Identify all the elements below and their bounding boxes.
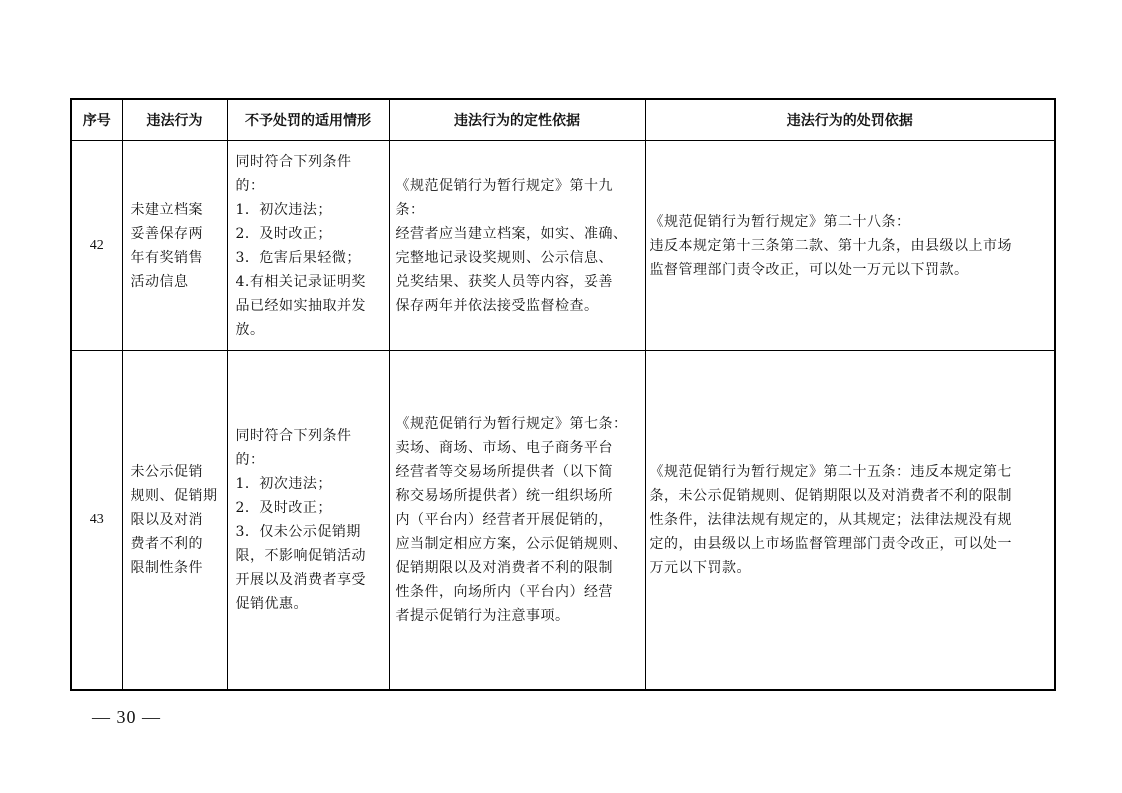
condition-line: 同时符合下列条件 [235,153,352,170]
regulation-table [70,98,1056,691]
condition-line: 促销优惠。 [235,596,308,612]
page-number: — 30 — [92,707,161,727]
penalty-line: 《规范促销行为暂行规定》第二十五条：违反本规定第七 [649,464,1012,480]
condition-line: 3．仅未公示促销期 [235,524,361,540]
condition-line: 的： [235,177,265,194]
violation-line: 费者不利的 [130,536,203,552]
condition-line: 4.有相关记录证明奖 [235,273,366,290]
penalty-basis-cell [645,141,1055,351]
penalty-line: 条，未公示促销规则、促销期限以及对消费者不利的限制 [649,488,1012,504]
violation-line: 年有奖销售 [130,249,203,266]
qualification-basis-cell [389,351,645,691]
header-exemption-conditions: 不予处罚的适用情形 [227,99,389,141]
penalty-line: 违反本规定第十三条第二款、第十九条，由县级以上市场 [649,237,1012,254]
header-violation: 违法行为 [122,99,227,141]
basis-line: 经营者应当建立档案，如实、准确、 [395,225,628,242]
penalty-line: 性条件，法律法规有规定的，从其规定；法律法规没有规 [649,512,1012,528]
condition-line: 同时符合下列条件 [235,428,352,444]
qualification-basis-cell [389,141,645,351]
exemption-conditions-cell [227,351,389,691]
basis-line: 卖场、商场、市场、电子商务平台 [395,440,613,456]
basis-line: 者提示促销行为注意事项。 [395,608,570,624]
penalty-line: 监督管理部门责令改正，可以处一万元以下罚款。 [649,261,969,278]
row-serial-number: 42 [71,141,122,351]
table-row [71,351,1055,691]
basis-line: 称交易场所提供者）统一组织场所 [395,488,613,504]
basis-line: 应当制定相应方案，公示促销规则、 [395,536,628,552]
table-row [71,141,1055,351]
header-qualification-basis: 违法行为的定性依据 [389,99,645,141]
violation-line: 规则、促销期 [130,488,218,504]
violation-cell [122,141,227,351]
penalty-line: 定的，由县级以上市场监督管理部门责令改正，可以处一 [649,536,1012,552]
condition-line: 1．初次违法； [235,201,332,218]
violation-line: 未建立档案 [130,201,203,218]
violation-line: 限制性条件 [130,560,203,576]
violation-line: 未公示促销 [130,464,203,480]
basis-line: 保存两年并依法接受监督检查。 [395,297,599,314]
condition-line: 限，不影响促销活动 [235,548,366,564]
penalty-basis-cell [645,351,1055,691]
basis-line: 《规范促销行为暂行规定》第七条： [395,416,628,432]
row-serial-number: 43 [71,351,122,691]
condition-line: 3．危害后果轻微； [235,249,361,266]
header-penalty-basis: 违法行为的处罚依据 [645,99,1055,141]
condition-line: 2．及时改正； [235,500,332,516]
basis-line: 性条件，向场所内（平台内）经营 [395,584,613,600]
violation-cell [122,351,227,691]
condition-line: 品已经如实抽取并发 [235,297,366,314]
penalty-line: 《规范促销行为暂行规定》第二十八条： [649,213,911,230]
basis-line: 内（平台内）经营者开展促销的， [395,512,613,528]
table-header-row [71,99,1055,141]
basis-line: 《规范促销行为暂行规定》第十九 [395,177,613,194]
exemption-conditions-cell [227,141,389,351]
penalty-line: 万元以下罚款。 [649,560,751,576]
condition-line: 开展以及消费者享受 [235,572,366,588]
basis-line: 经营者等交易场所提供者（以下简 [395,464,613,480]
condition-line: 1．初次违法； [235,476,332,492]
condition-line: 2．及时改正； [235,225,332,242]
condition-line: 放。 [235,321,265,338]
violation-line: 妥善保存两 [130,225,203,242]
basis-line: 条： [395,201,425,218]
condition-line: 的： [235,452,265,468]
violation-line: 活动信息 [130,273,189,290]
basis-line: 兑奖结果、获奖人员等内容，妥善 [395,273,613,290]
basis-line: 促销期限以及对消费者不利的限制 [395,560,613,576]
violation-line: 限以及对消 [130,512,203,528]
basis-line: 完整地记录设奖规则、公示信息、 [395,249,613,266]
header-serial-number: 序号 [71,99,122,141]
